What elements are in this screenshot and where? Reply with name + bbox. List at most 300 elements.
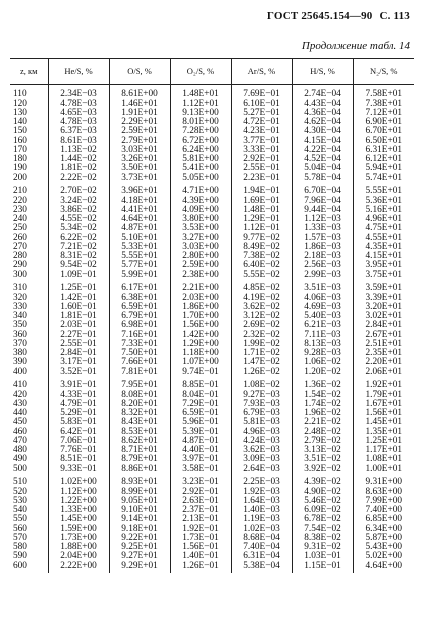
o-cell: 5.77E+01	[109, 261, 170, 270]
he-cell: 4.65E−03	[48, 109, 109, 118]
h-cell: 4.39E−02	[292, 478, 353, 487]
h-cell: 6.21E−03	[292, 321, 353, 330]
n2-cell: 5.74E+01	[353, 174, 414, 188]
altitude-cell: 170	[13, 144, 27, 155]
column-header-ar: Ar/S, %	[231, 59, 292, 85]
n2-cell: 6.70E+01	[353, 127, 414, 136]
ar-cell: 5.38E−04	[231, 562, 292, 573]
o2-cell: 6.24E+00	[170, 146, 231, 155]
h-cell: 2.18E−03	[292, 252, 353, 261]
h-cell: 5.46E−02	[292, 497, 353, 506]
h-cell: 2.21E−02	[292, 418, 353, 427]
o2-cell: 5.39E−01	[170, 428, 231, 437]
ar-cell: 3.62E−02	[231, 303, 292, 312]
ar-cell: 1.48E−01	[231, 206, 292, 215]
n2-cell: 5.94E+01	[353, 164, 414, 173]
n2-cell: 1.56E+01	[353, 409, 414, 418]
h-cell: 7.11E−03	[292, 331, 353, 340]
n2-cell: 4.75E+01	[353, 224, 414, 233]
he-cell: 1.42E−01	[48, 294, 109, 303]
page-number: С. 113	[379, 10, 410, 22]
n2-cell: 2.06E+01	[353, 368, 414, 382]
altitude-cell: 120	[13, 98, 27, 109]
o2-cell: 7.28E+00	[170, 127, 231, 136]
altitude-cell: 550	[13, 514, 27, 525]
o-cell: 3.50E+01	[109, 164, 170, 173]
altitude-cell: 430	[13, 398, 27, 409]
ar-cell: 2.55E−01	[231, 164, 292, 173]
o-cell: 9.29E+01	[109, 562, 170, 573]
altitude-cell: 140	[13, 117, 27, 127]
ar-cell: 1.94E−01	[231, 187, 292, 196]
n2-cell: 7.99E+00	[353, 497, 414, 506]
o-cell: 9.25E+01	[109, 543, 170, 552]
altitude-cell: 480	[13, 445, 27, 455]
h-cell: 6.09E−02	[292, 506, 353, 515]
he-cell: 1.81E−01	[48, 312, 109, 321]
o-cell: 4.41E+01	[109, 206, 170, 215]
o2-cell: 2.13E−01	[170, 515, 231, 524]
o-cell: 9.14E+01	[109, 515, 170, 524]
table-row	[10, 271, 414, 285]
altitude-cell: 290	[13, 260, 27, 271]
he-cell: 6.37E−03	[48, 127, 109, 136]
ar-cell: 3.77E−01	[231, 137, 292, 146]
altitude-cell: 110	[13, 89, 27, 100]
altitude-cell: 420	[13, 389, 27, 400]
he-cell: 8.51E−01	[48, 455, 109, 464]
o-cell: 6.98E+01	[109, 321, 170, 330]
ar-cell: 6.40E−02	[231, 261, 292, 270]
he-cell: 2.22E−02	[48, 174, 109, 188]
he-cell: 1.25E−01	[48, 284, 109, 293]
ar-cell: 8.68E−04	[231, 534, 292, 543]
ar-cell: 2.25E−03	[231, 478, 292, 487]
he-cell: 5.83E−01	[48, 418, 109, 427]
altitude-cell: 390	[13, 357, 27, 368]
o-cell: 7.66E+01	[109, 358, 170, 367]
altitude-cell: 280	[13, 251, 27, 261]
o-cell: 8.71E+01	[109, 446, 170, 455]
o2-cell: 4.71E+00	[170, 187, 231, 196]
o2-cell: 4.87E−01	[170, 437, 231, 446]
he-cell: 3.91E−01	[48, 381, 109, 390]
altitude-cell: 270	[13, 241, 27, 252]
ar-cell: 2.64E−03	[231, 465, 292, 479]
ar-cell: 6.79E−03	[231, 409, 292, 418]
o2-cell: 9.13E+00	[170, 109, 231, 118]
h-cell: 1.03E−01	[292, 552, 353, 561]
o-cell: 8.32E+01	[109, 409, 170, 418]
o-cell: 6.17E+01	[109, 284, 170, 293]
he-cell: 4.79E−01	[48, 400, 109, 409]
o2-cell: 3.80E+00	[170, 215, 231, 224]
o-cell: 3.73E+01	[109, 174, 170, 188]
altitude-cell: 200	[13, 172, 27, 183]
o-cell: 4.87E+01	[109, 224, 170, 233]
n2-cell: 6.31E+01	[353, 146, 414, 155]
he-cell: 3.86E−02	[48, 206, 109, 215]
o-cell: 5.99E+01	[109, 271, 170, 285]
altitude-cell: 260	[13, 232, 27, 243]
altitude-cell: 380	[13, 348, 27, 358]
o2-cell: 2.03E+00	[170, 294, 231, 303]
h-cell: 8.38E−02	[292, 534, 353, 543]
o2-cell: 1.12E+01	[170, 100, 231, 109]
he-cell: 2.55E−01	[48, 340, 109, 349]
column-header-n2: N₂/S, %	[353, 59, 414, 85]
o2-cell: 2.37E−01	[170, 506, 231, 515]
h-cell: 5.78E−04	[292, 174, 353, 188]
o-cell: 1.91E+01	[109, 109, 170, 118]
altitude-cell: 220	[13, 195, 27, 206]
n2-cell: 2.67E+01	[353, 331, 414, 340]
ar-cell: 2.92E−01	[231, 155, 292, 164]
o-cell: 8.43E+01	[109, 418, 170, 427]
n2-cell: 6.85E+00	[353, 515, 414, 524]
ar-cell: 1.40E−03	[231, 506, 292, 515]
altitude-cell: 470	[13, 435, 27, 446]
table-caption: Продолжение табл. 14	[301, 40, 410, 52]
n2-cell: 4.96E+01	[353, 215, 414, 224]
ar-cell: 3.12E−02	[231, 312, 292, 321]
he-cell: 9.33E−01	[48, 465, 109, 479]
altitude-cell: 230	[13, 204, 27, 215]
table-row	[10, 368, 414, 382]
n2-cell: 1.92E+01	[353, 381, 414, 390]
o-cell: 8.79E+01	[109, 455, 170, 464]
h-cell: 1.20E−02	[292, 368, 353, 382]
he-cell: 1.09E−01	[48, 271, 109, 285]
table-row	[10, 174, 414, 188]
h-cell: 4.90E−02	[292, 488, 353, 497]
altitude-cell: 560	[13, 523, 27, 534]
n2-cell: 1.25E+01	[353, 437, 414, 446]
o2-cell: 6.59E−01	[170, 409, 231, 418]
o2-cell: 2.21E+00	[170, 284, 231, 293]
n2-cell: 6.12E+01	[353, 155, 414, 164]
he-cell: 2.70E−02	[48, 187, 109, 196]
he-cell: 2.34E−03	[48, 85, 109, 100]
ar-cell: 2.69E−02	[231, 321, 292, 330]
ar-cell: 4.72E−01	[231, 118, 292, 127]
he-cell: 6.22E−02	[48, 234, 109, 243]
altitude-cell: 210	[13, 186, 27, 197]
he-cell: 1.22E+00	[48, 497, 109, 506]
h-cell: 1.57E−03	[292, 234, 353, 243]
altitude-cell: 570	[13, 532, 27, 543]
h-cell: 4.52E−04	[292, 155, 353, 164]
ar-cell: 6.10E−01	[231, 100, 292, 109]
n2-cell: 7.12E+01	[353, 109, 414, 118]
ar-cell: 1.99E−02	[231, 340, 292, 349]
n2-cell: 1.08E+01	[353, 455, 414, 464]
o-cell: 8.86E+01	[109, 465, 170, 479]
ar-cell: 7.38E−02	[231, 252, 292, 261]
o2-cell: 8.04E−01	[170, 391, 231, 400]
altitude-cell: 540	[13, 505, 27, 515]
ar-cell: 5.81E−03	[231, 418, 292, 427]
he-cell: 1.13E−02	[48, 146, 109, 155]
o2-cell: 8.01E+00	[170, 118, 231, 127]
o2-cell: 4.40E−01	[170, 446, 231, 455]
he-cell: 2.27E−01	[48, 331, 109, 340]
n2-cell: 1.67E+01	[353, 400, 414, 409]
ar-cell: 1.92E−03	[231, 488, 292, 497]
altitude-cell: 490	[13, 454, 27, 465]
h-cell: 3.51E−02	[292, 455, 353, 464]
ar-cell: 4.24E−03	[231, 437, 292, 446]
ar-cell: 5.55E−02	[231, 271, 292, 285]
h-cell: 4.22E−04	[292, 146, 353, 155]
ar-cell: 8.49E−02	[231, 243, 292, 252]
o2-cell: 4.09E+00	[170, 206, 231, 215]
h-cell: 5.04E−04	[292, 164, 353, 173]
ar-cell: 2.32E−02	[231, 331, 292, 340]
n2-cell: 2.20E+01	[353, 358, 414, 367]
n2-cell: 3.95E+01	[353, 261, 414, 270]
column-header-o2: O₂/S, %	[170, 59, 231, 85]
h-cell: 4.15E−04	[292, 137, 353, 146]
n2-cell: 1.79E+01	[353, 391, 414, 400]
he-cell: 1.59E+00	[48, 525, 109, 534]
o2-cell: 5.05E+00	[170, 174, 231, 188]
altitude-cell: 180	[13, 154, 27, 164]
o-cell: 2.29E+01	[109, 118, 170, 127]
h-cell: 2.74E−04	[292, 85, 353, 100]
he-cell: 1.12E+00	[48, 488, 109, 497]
o-cell: 9.10E+01	[109, 506, 170, 515]
h-cell: 1.96E−02	[292, 409, 353, 418]
o2-cell: 2.92E−01	[170, 488, 231, 497]
o2-cell: 4.39E+00	[170, 197, 231, 206]
he-cell: 8.61E−03	[48, 137, 109, 146]
n2-cell: 1.17E+01	[353, 446, 414, 455]
o-cell: 9.22E+01	[109, 534, 170, 543]
o2-cell: 1.18E+00	[170, 349, 231, 358]
n2-cell: 8.63E+00	[353, 488, 414, 497]
ar-cell: 1.08E−02	[231, 381, 292, 390]
table-row	[10, 562, 414, 573]
o-cell: 7.16E+01	[109, 331, 170, 340]
o2-cell: 1.70E+00	[170, 312, 231, 321]
o-cell: 8.20E+01	[109, 400, 170, 409]
o-cell: 5.10E+01	[109, 234, 170, 243]
ar-cell: 4.23E−01	[231, 127, 292, 136]
h-cell: 2.48E−02	[292, 428, 353, 437]
he-cell: 8.31E−02	[48, 252, 109, 261]
o-cell: 7.33E+01	[109, 340, 170, 349]
h-cell: 6.78E−02	[292, 515, 353, 524]
he-cell: 5.34E−02	[48, 224, 109, 233]
o2-cell: 1.73E−01	[170, 534, 231, 543]
o-cell: 2.79E+01	[109, 137, 170, 146]
he-cell: 9.54E−02	[48, 261, 109, 270]
o-cell: 9.05E+01	[109, 497, 170, 506]
o2-cell: 1.42E+00	[170, 331, 231, 340]
o2-cell: 3.03E+00	[170, 243, 231, 252]
o2-cell: 5.41E+00	[170, 164, 231, 173]
he-cell: 4.33E−01	[48, 391, 109, 400]
ar-cell: 3.62E−03	[231, 446, 292, 455]
n2-cell: 4.55E+01	[353, 234, 414, 243]
o2-cell: 3.23E−01	[170, 478, 231, 487]
ar-cell: 1.71E−02	[231, 349, 292, 358]
h-cell: 3.92E−02	[292, 465, 353, 479]
h-cell: 4.43E−04	[292, 100, 353, 109]
n2-cell: 3.39E+01	[353, 294, 414, 303]
altitude-cell: 240	[13, 214, 27, 224]
h-cell: 1.54E−02	[292, 391, 353, 400]
h-cell: 2.56E−03	[292, 261, 353, 270]
n2-cell: 4.15E+01	[353, 252, 414, 261]
o2-cell: 3.53E+00	[170, 224, 231, 233]
h-cell: 2.79E−02	[292, 437, 353, 446]
o2-cell: 1.26E−01	[170, 562, 231, 573]
o-cell: 8.08E+01	[109, 391, 170, 400]
h-cell: 9.44E−04	[292, 206, 353, 215]
o2-cell: 3.97E−01	[170, 455, 231, 464]
h-cell: 1.12E−03	[292, 215, 353, 224]
o-cell: 8.93E+01	[109, 478, 170, 487]
h-cell: 1.74E−02	[292, 400, 353, 409]
ar-cell: 1.26E−02	[231, 368, 292, 382]
o-cell: 8.53E+01	[109, 428, 170, 437]
o2-cell: 5.81E+00	[170, 155, 231, 164]
n2-cell: 7.40E+00	[353, 506, 414, 515]
he-cell: 1.60E−01	[48, 303, 109, 312]
ar-cell: 9.27E−03	[231, 391, 292, 400]
altitude-cell: 250	[13, 223, 27, 234]
h-cell: 4.62E−04	[292, 118, 353, 127]
ar-cell: 1.69E−01	[231, 197, 292, 206]
ar-cell: 6.31E−04	[231, 552, 292, 561]
he-cell: 2.22E+00	[48, 562, 109, 573]
o-cell: 9.27E+01	[109, 552, 170, 561]
he-cell: 1.88E+00	[48, 543, 109, 552]
h-cell: 3.51E−03	[292, 284, 353, 293]
altitude-cell: 310	[13, 283, 27, 294]
o-cell: 3.26E+01	[109, 155, 170, 164]
h-cell: 2.99E−03	[292, 271, 353, 285]
he-cell: 1.73E+00	[48, 534, 109, 543]
altitude-cell: 440	[13, 408, 27, 418]
h-cell: 1.36E−02	[292, 381, 353, 390]
he-cell: 1.44E−02	[48, 155, 109, 164]
n2-cell: 2.35E+01	[353, 349, 414, 358]
ar-cell: 5.27E−01	[231, 109, 292, 118]
he-cell: 4.78E−03	[48, 100, 109, 109]
o-cell: 5.55E+01	[109, 252, 170, 261]
ar-cell: 7.69E−01	[231, 85, 292, 100]
o-cell: 2.59E+01	[109, 127, 170, 136]
he-cell: 2.03E−01	[48, 321, 109, 330]
n2-cell: 5.43E+00	[353, 543, 414, 552]
ar-cell: 4.96E−03	[231, 428, 292, 437]
n2-cell: 6.50E+01	[353, 137, 414, 146]
column-header-he: He/S, %	[48, 59, 109, 85]
o2-cell: 7.29E−01	[170, 400, 231, 409]
column-header-h: H/S, %	[292, 59, 353, 85]
o-cell: 7.50E+01	[109, 349, 170, 358]
o2-cell: 6.72E+00	[170, 137, 231, 146]
n2-cell: 4.64E+00	[353, 562, 414, 573]
standard-number: ГОСТ 25645.154—90	[266, 10, 373, 22]
o-cell: 3.03E+01	[109, 146, 170, 155]
altitude-cell: 350	[13, 320, 27, 331]
n2-cell: 5.55E+01	[353, 187, 414, 196]
n2-cell: 2.84E+01	[353, 321, 414, 330]
h-cell: 4.69E−03	[292, 303, 353, 312]
ar-cell: 3.33E−01	[231, 146, 292, 155]
o-cell: 6.79E+01	[109, 312, 170, 321]
column-header-altitude: z, км	[10, 59, 48, 85]
ar-cell: 9.77E−02	[231, 234, 292, 243]
n2-cell: 5.02E+00	[353, 552, 414, 561]
n2-cell: 3.20E+01	[353, 303, 414, 312]
altitude-cell: 530	[13, 495, 27, 506]
he-cell: 3.24E−02	[48, 197, 109, 206]
h-cell: 7.54E−02	[292, 525, 353, 534]
n2-cell: 6.34E+00	[353, 525, 414, 534]
ar-cell: 4.19E−02	[231, 294, 292, 303]
ar-cell: 7.40E−04	[231, 543, 292, 552]
altitude-cell: 410	[13, 380, 27, 391]
altitude-cell: 450	[13, 417, 27, 428]
ar-cell: 2.23E−01	[231, 174, 292, 188]
table-header-row	[10, 59, 414, 85]
o2-cell: 1.86E+00	[170, 303, 231, 312]
he-cell: 7.06E−01	[48, 437, 109, 446]
o-cell: 3.96E+01	[109, 187, 170, 196]
altitude-cell: 360	[13, 329, 27, 340]
o2-cell: 1.40E−01	[170, 552, 231, 561]
o-cell: 8.62E+01	[109, 437, 170, 446]
altitude-cell: 300	[13, 269, 27, 280]
o-cell: 6.38E+01	[109, 294, 170, 303]
altitude-cell: 320	[13, 292, 27, 303]
he-cell: 1.81E−02	[48, 164, 109, 173]
altitude-cell: 400	[13, 366, 27, 377]
n2-cell: 1.00E+01	[353, 465, 414, 479]
h-cell: 1.15E−01	[292, 562, 353, 573]
altitude-cell: 600	[13, 560, 27, 571]
o2-cell: 1.56E+00	[170, 321, 231, 330]
altitude-cell: 580	[13, 542, 27, 552]
o2-cell: 2.38E+00	[170, 271, 231, 285]
n2-cell: 9.31E+00	[353, 478, 414, 487]
h-cell: 4.30E−04	[292, 127, 353, 136]
ar-cell: 3.09E−03	[231, 455, 292, 464]
h-cell: 1.33E−03	[292, 224, 353, 233]
n2-cell: 3.75E+01	[353, 271, 414, 285]
h-cell: 9.31E−02	[292, 543, 353, 552]
o2-cell: 5.96E−01	[170, 418, 231, 427]
altitude-cell: 160	[13, 135, 27, 146]
ar-cell: 1.02E−03	[231, 525, 292, 534]
h-cell: 4.36E−04	[292, 109, 353, 118]
he-cell: 2.04E+00	[48, 552, 109, 561]
altitude-cell: 340	[13, 311, 27, 321]
he-cell: 1.45E+00	[48, 515, 109, 524]
o2-cell: 8.85E−01	[170, 381, 231, 390]
n2-cell: 7.38E+01	[353, 100, 414, 109]
n2-cell: 6.90E+01	[353, 118, 414, 127]
n2-cell: 5.16E+01	[353, 206, 414, 215]
ar-cell: 1.47E−02	[231, 358, 292, 367]
o-cell: 7.81E+01	[109, 368, 170, 382]
n2-cell: 2.51E+01	[353, 340, 414, 349]
